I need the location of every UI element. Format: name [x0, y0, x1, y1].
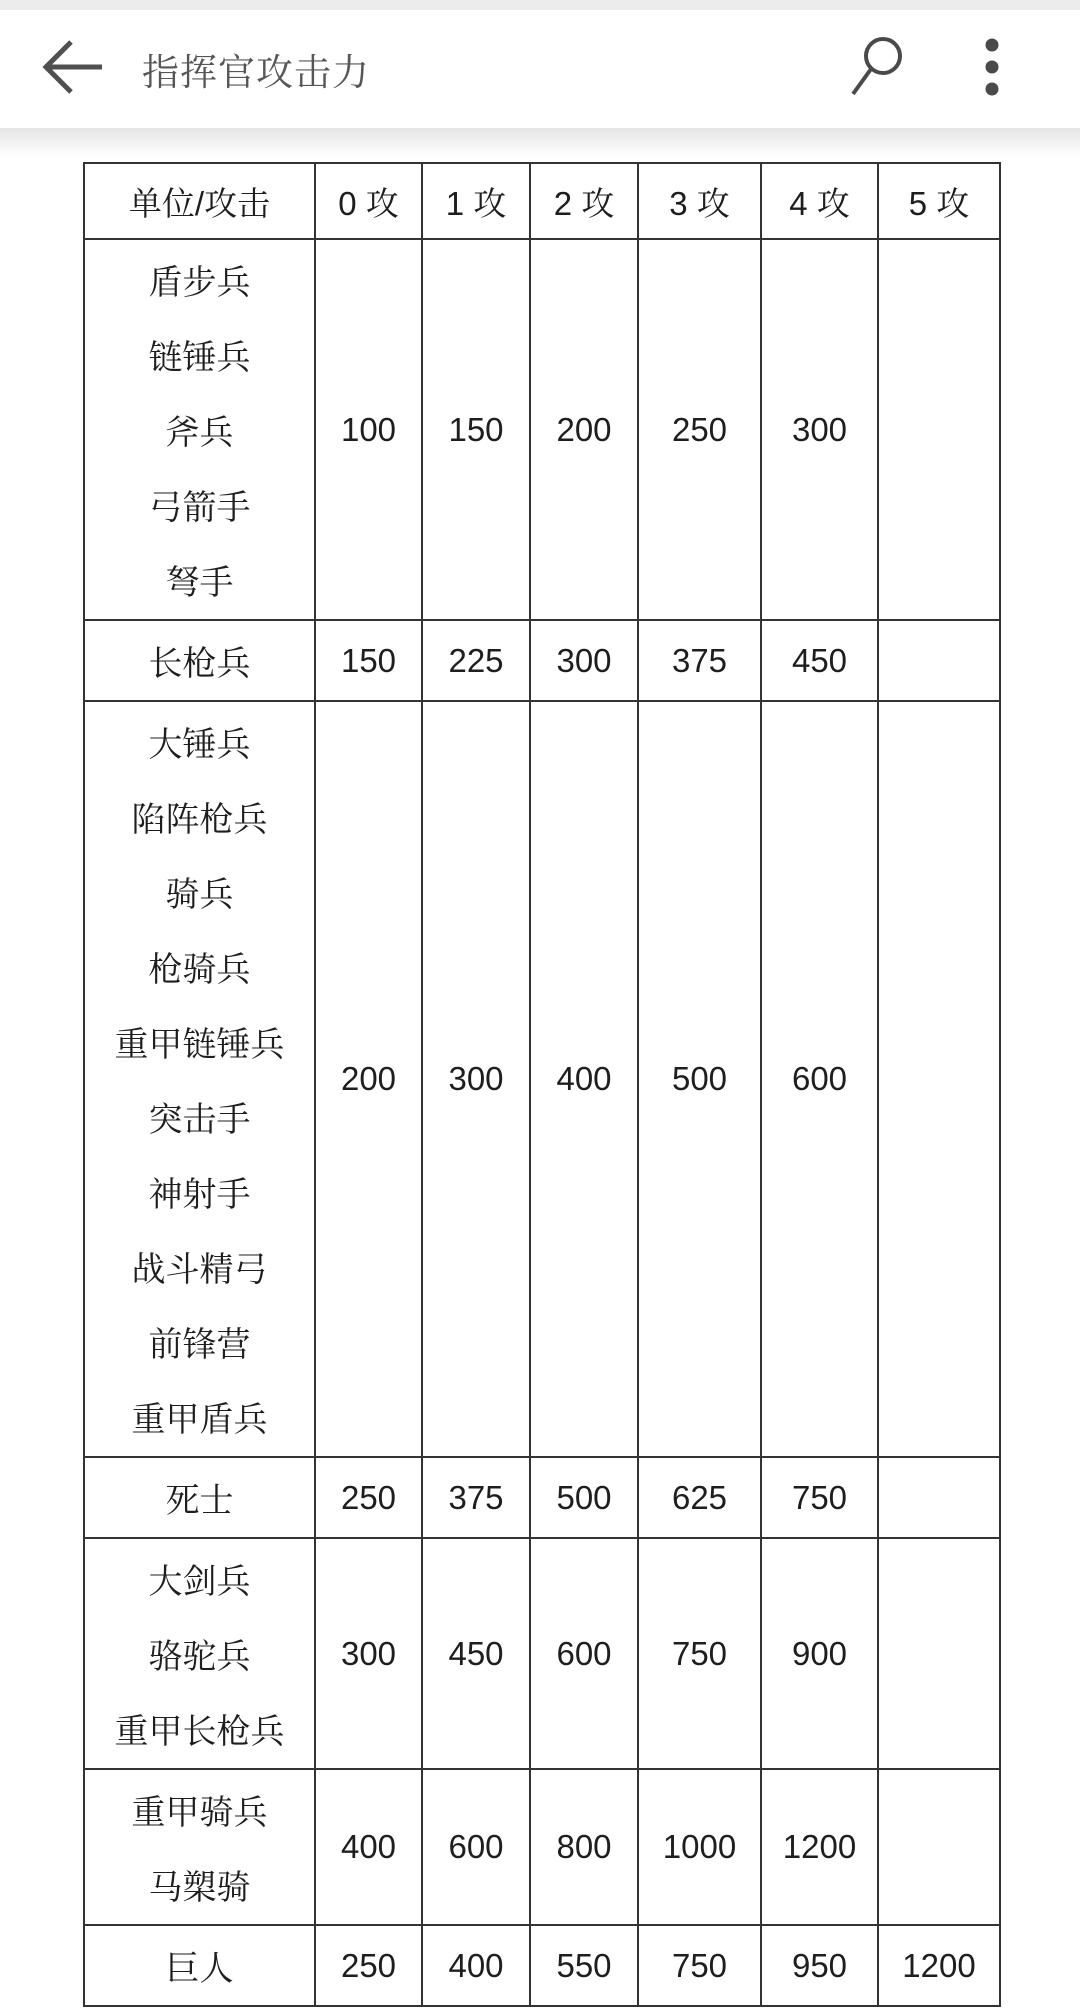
attack-value-cell: 250: [315, 1925, 422, 2006]
attack-value-cell: 625: [638, 1457, 761, 1538]
column-header: 2 攻: [530, 163, 638, 239]
attack-value-cell: [878, 620, 1000, 701]
unit-name: 重甲骑兵: [131, 1794, 268, 1832]
table-row: [84, 1769, 1000, 1925]
attack-value-cell: 600: [761, 701, 878, 1457]
attack-value-cell: 600: [422, 1769, 530, 1925]
unit-name-cell: [84, 1925, 315, 2006]
attack-value-cell: 400: [315, 1769, 422, 1925]
column-header: 1 攻: [422, 163, 530, 239]
attack-value-cell: 450: [422, 1538, 530, 1769]
unit-name: 大锤兵: [148, 726, 251, 764]
column-header: 3 攻: [638, 163, 761, 239]
table-row: [84, 1925, 1000, 2006]
unit-name: 大剑兵: [148, 1563, 251, 1601]
unit-name-cell: [84, 620, 315, 701]
unit-name: 弩手: [165, 564, 234, 602]
attack-value-cell: 500: [638, 701, 761, 1457]
attack-value-cell: 300: [422, 701, 530, 1457]
unit-name-cell: [84, 701, 315, 1457]
unit-name-cell: [84, 1769, 315, 1925]
attack-value-cell: 400: [530, 701, 638, 1457]
attack-value-cell: 950: [761, 1925, 878, 2006]
back-arrow-icon: [40, 38, 106, 101]
table-body: [84, 239, 1000, 2006]
search-icon: [849, 35, 903, 104]
unit-name: 盾步兵: [148, 264, 251, 302]
unit-name: 长枪兵: [148, 645, 251, 683]
column-header: 0 攻: [315, 163, 422, 239]
unit-name: 重甲长枪兵: [114, 1713, 285, 1751]
search-button[interactable]: [840, 33, 912, 105]
attack-value-cell: 225: [422, 620, 530, 701]
appbar-actions: [840, 33, 1080, 105]
content-area: [0, 128, 1080, 2007]
attack-value-cell: 550: [530, 1925, 638, 2006]
attack-value-cell: 300: [761, 239, 878, 620]
attack-value-cell: 750: [761, 1457, 878, 1538]
table-row: [84, 701, 1000, 1457]
attack-value-cell: 1200: [761, 1769, 878, 1925]
table-header-row: [84, 163, 1000, 239]
attack-value-cell: 800: [530, 1769, 638, 1925]
attack-value-cell: 300: [315, 1538, 422, 1769]
column-header: 4 攻: [761, 163, 878, 239]
unit-name: 马槊骑: [148, 1869, 251, 1907]
attack-value-cell: 150: [422, 239, 530, 620]
attack-value-cell: 100: [315, 239, 422, 620]
attack-value-cell: [878, 239, 1000, 620]
table-row: [84, 620, 1000, 701]
unit-name: 战斗精弓: [131, 1251, 268, 1289]
unit-name: 重甲链锤兵: [114, 1026, 285, 1064]
column-header: 单位/攻击: [84, 163, 315, 239]
attack-value-cell: 200: [530, 239, 638, 620]
unit-name: 弓箭手: [148, 489, 251, 527]
attack-value-cell: [878, 701, 1000, 1457]
table-row: [84, 1457, 1000, 1538]
overflow-menu-button[interactable]: [972, 33, 1012, 105]
unit-name: 陷阵枪兵: [131, 801, 268, 839]
attack-value-cell: 500: [530, 1457, 638, 1538]
attack-table: [83, 162, 1001, 2007]
unit-name: 斧兵: [165, 414, 234, 452]
table-row: [84, 1538, 1000, 1769]
back-button[interactable]: [38, 34, 108, 104]
attack-value-cell: 750: [638, 1538, 761, 1769]
attack-value-cell: 750: [638, 1925, 761, 2006]
attack-value-cell: 300: [530, 620, 638, 701]
unit-name: 重甲盾兵: [131, 1401, 268, 1439]
page-title: 指挥官攻击力: [142, 52, 370, 93]
attack-value-cell: 1200: [878, 1925, 1000, 2006]
unit-name-cell: [84, 1538, 315, 1769]
unit-name: 骆驼兵: [148, 1638, 251, 1676]
unit-name: 巨人: [165, 1950, 234, 1988]
unit-name-cell: [84, 1457, 315, 1538]
attack-value-cell: [878, 1538, 1000, 1769]
unit-name: 枪骑兵: [148, 951, 251, 989]
attack-value-cell: 900: [761, 1538, 878, 1769]
attack-value-cell: [878, 1769, 1000, 1925]
attack-value-cell: 250: [638, 239, 761, 620]
attack-value-cell: 250: [315, 1457, 422, 1538]
unit-name: 突击手: [148, 1101, 251, 1139]
unit-name-cell: [84, 239, 315, 620]
attack-value-cell: 600: [530, 1538, 638, 1769]
unit-name: 神射手: [148, 1176, 251, 1214]
app-bar: [0, 10, 1080, 128]
attack-value-cell: 450: [761, 620, 878, 701]
attack-value-cell: 150: [315, 620, 422, 701]
table-row: [84, 239, 1000, 620]
attack-value-cell: [878, 1457, 1000, 1538]
attack-value-cell: 400: [422, 1925, 530, 2006]
unit-name: 前锋营: [148, 1326, 251, 1364]
unit-name: 死士: [165, 1482, 234, 1520]
attack-value-cell: 200: [315, 701, 422, 1457]
attack-value-cell: 375: [422, 1457, 530, 1538]
unit-name: 链锤兵: [148, 339, 251, 377]
column-header: 5 攻: [878, 163, 1000, 239]
attack-value-cell: 1000: [638, 1769, 761, 1925]
status-bar-strip: [0, 0, 1080, 10]
unit-name: 骑兵: [165, 876, 234, 914]
kebab-menu-icon: [984, 37, 1000, 102]
attack-value-cell: 375: [638, 620, 761, 701]
